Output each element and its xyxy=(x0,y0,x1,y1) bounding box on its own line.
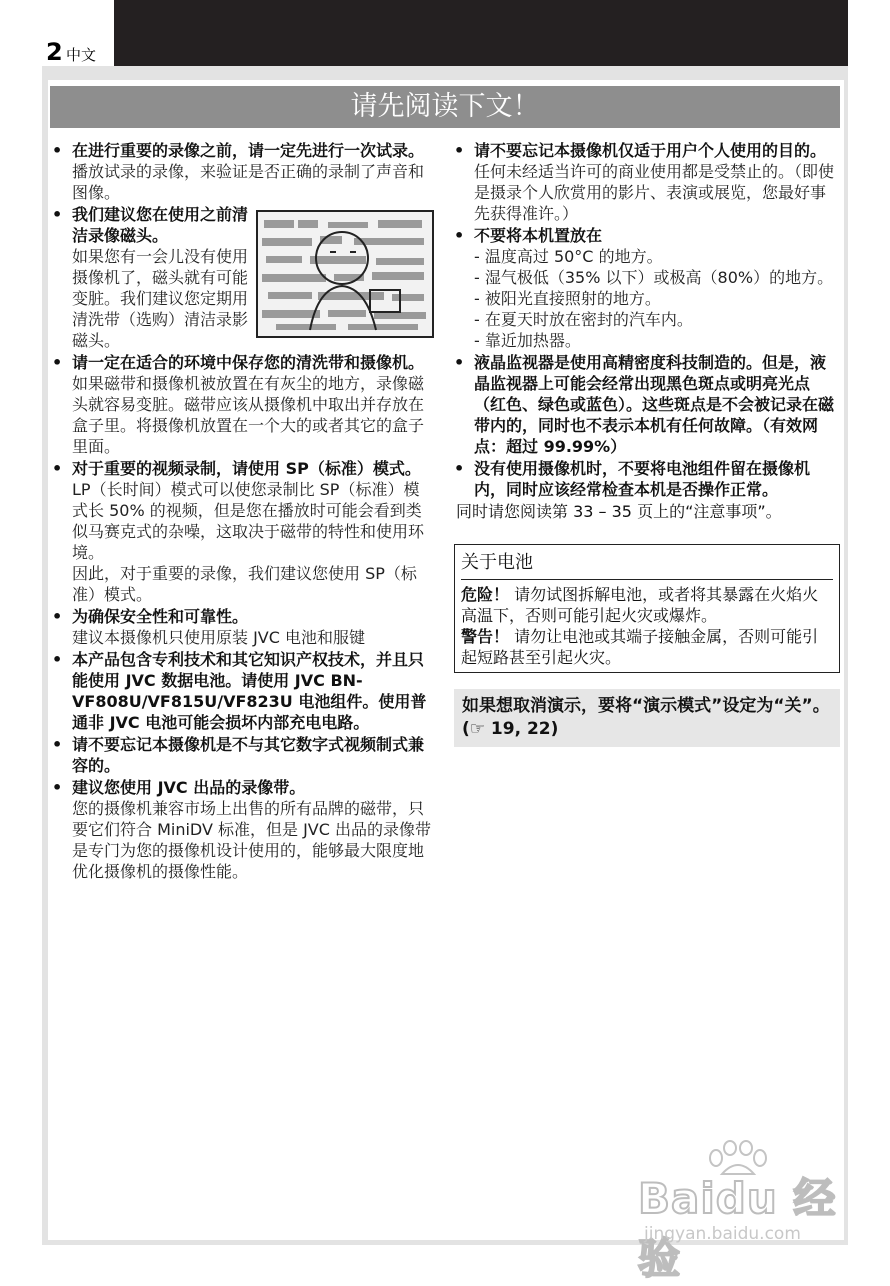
danger-label: 危险！ xyxy=(461,585,510,604)
head-cleaning-illustration xyxy=(256,210,434,338)
bullet-icon: • xyxy=(52,607,63,626)
item-lead: 在进行重要的录像之前，请一定先进行一次试录。 xyxy=(72,141,425,160)
item-lead: 建议您使用 JVC 出品的录像带。 xyxy=(72,778,306,797)
item-body: 建议本摄像机只使用原装 JVC 电池和服键 xyxy=(72,628,366,647)
item-body: - 温度高过 50°C 的地方。 xyxy=(474,247,663,266)
bullet-icon: • xyxy=(52,778,63,797)
danger-paragraph xyxy=(461,584,833,626)
item-lead: 我们建议您在使用之前清洁录像磁头。 xyxy=(72,205,249,245)
item-body: 播放试录的录像，来验证是否正确的录制了声音和图像。 xyxy=(72,162,425,202)
bullet-icon: • xyxy=(52,353,63,372)
bullet-icon: • xyxy=(52,650,63,669)
item-lead: 本产品包含专利技术和其它知识产权技术，并且只能使用 JVC 数据电池。请使用 JVC BN-VF808U/VF815U/VF823U 电池组件。使用普通非 JVC 电池可能会损坏内部充电电路。 xyxy=(72,650,427,732)
list-item xyxy=(52,734,434,776)
bullet-icon: • xyxy=(52,205,63,224)
list-item xyxy=(454,140,840,224)
item-body: 因此，对于重要的录像，我们建议您使用 SP（标准）模式。 xyxy=(72,564,417,604)
baidu-watermark xyxy=(636,1140,846,1283)
watermark-url: jingyan.baidu.com xyxy=(644,1224,801,1244)
bullet-icon: • xyxy=(52,735,63,754)
battery-title: 关于电池 xyxy=(461,551,833,580)
list-item xyxy=(52,649,434,733)
page-title: 请先阅读下文！ xyxy=(50,86,840,128)
item-body: 您的摄像机兼容市场上出售的所有品牌的磁带，只要它们符合 MiniDV 标准，但是 JVC 出品的录像带是专门为您的摄像机设计使用的，能够最大限度地优化摄像机的摄像性能。 xyxy=(72,799,432,881)
bullet-icon: • xyxy=(52,141,63,160)
list-item xyxy=(52,606,434,648)
item-body: 任何未经适当许可的商业使用都是受禁止的。（即使是摄录个人欣赏用的影片、表演或展览，您最好事先获得准许。） xyxy=(474,162,835,223)
bullet-icon: • xyxy=(52,459,63,478)
left-column xyxy=(52,140,434,883)
item-body: - 被阳光直接照射的地方。 xyxy=(474,289,661,308)
bullet-icon: • xyxy=(454,226,465,245)
list-item xyxy=(454,225,840,351)
item-body: LP（长时间）模式可以使您录制比 SP（标准）模式长 50% 的视频，但是您在播放时可能会看到类似马赛克式的杂噪，这取决于磁带的特性和使用环境。 xyxy=(72,480,425,562)
item-body: 如果您有一会儿没有使用摄像机了，磁头就有可能变脏。我们建议您定期用清洗带（选购）清洁录影磁头。 xyxy=(72,247,249,350)
item-body: - 湿气极低（35% 以下）或极高（80%）的地方。 xyxy=(474,268,834,287)
bullet-icon: • xyxy=(454,141,465,160)
bullet-icon: • xyxy=(454,353,465,372)
list-item xyxy=(454,458,840,500)
item-body: - 靠近加热器。 xyxy=(474,331,581,350)
list-item xyxy=(52,777,434,882)
demo-mode-notice: 如果想取消演示，要将“演示模式”设定为“关”。(☞ 19, 22) xyxy=(454,689,840,747)
item-lead: 没有使用摄像机时，不要将电池组件留在摄像机内，同时应该经常检查本机是否操作正常。 xyxy=(474,459,811,499)
list-item xyxy=(52,352,434,457)
item-lead: 请不要忘记本摄像机仅适于用户个人使用的目的。 xyxy=(474,141,827,160)
language-label: 中文 xyxy=(66,46,97,64)
item-lead: 不要将本机置放在 xyxy=(474,226,603,245)
see-also-note: 同时请您阅读第 33 – 35 页上的“注意事项”。 xyxy=(456,502,782,521)
item-lead: 请一定在适合的环境中保存您的清洗带和摄像机。 xyxy=(72,353,425,372)
item-lead: 为确保安全性和可靠性。 xyxy=(72,607,249,626)
list-item xyxy=(52,458,434,605)
watermark-brand: Baidu 经验 xyxy=(638,1174,837,1283)
list-item xyxy=(52,204,434,351)
header-bar xyxy=(42,0,848,66)
list-item xyxy=(454,352,840,457)
warning-text: 请勿让电池或其端子接触金属，否则可能引起短路甚至引起火灾。 xyxy=(461,627,819,667)
page-number: 2 xyxy=(46,38,63,66)
list-item xyxy=(52,140,434,203)
item-body: 如果磁带和摄像机被放置在有灰尘的地方，录像磁头就容易变脏。磁带应该从摄像机中取出并存放在盒子里。将摄像机放置在一个大的或者其它的盒子里面。 xyxy=(72,374,425,456)
warning-paragraph xyxy=(461,626,833,668)
item-lead: 液晶监视器是使用高精密度科技制造的。但是，液晶监视器上可能会经常出现黑色斑点或明亮光点（红色、绿色或蓝色）。这些斑点是不会被记录在磁带内的，同时也不表示本机有任何故障。（有效网点：超过 99.99%） xyxy=(474,353,835,456)
battery-notice-box xyxy=(454,544,840,673)
item-lead: 对于重要的视频录制，请使用 SP（标准）模式。 xyxy=(72,459,421,478)
warning-label: 警告！ xyxy=(461,627,510,646)
item-body: - 在夏天时放在密封的汽车内。 xyxy=(474,310,693,329)
page-tab xyxy=(42,0,114,66)
right-column xyxy=(454,140,840,747)
item-lead: 请不要忘记本摄像机是不与其它数字式视频制式兼容的。 xyxy=(72,735,425,775)
danger-text: 请勿试图拆解电池，或者将其暴露在火焰火高温下，否则可能引起火灾或爆炸。 xyxy=(461,585,819,625)
bullet-icon: • xyxy=(454,459,465,478)
